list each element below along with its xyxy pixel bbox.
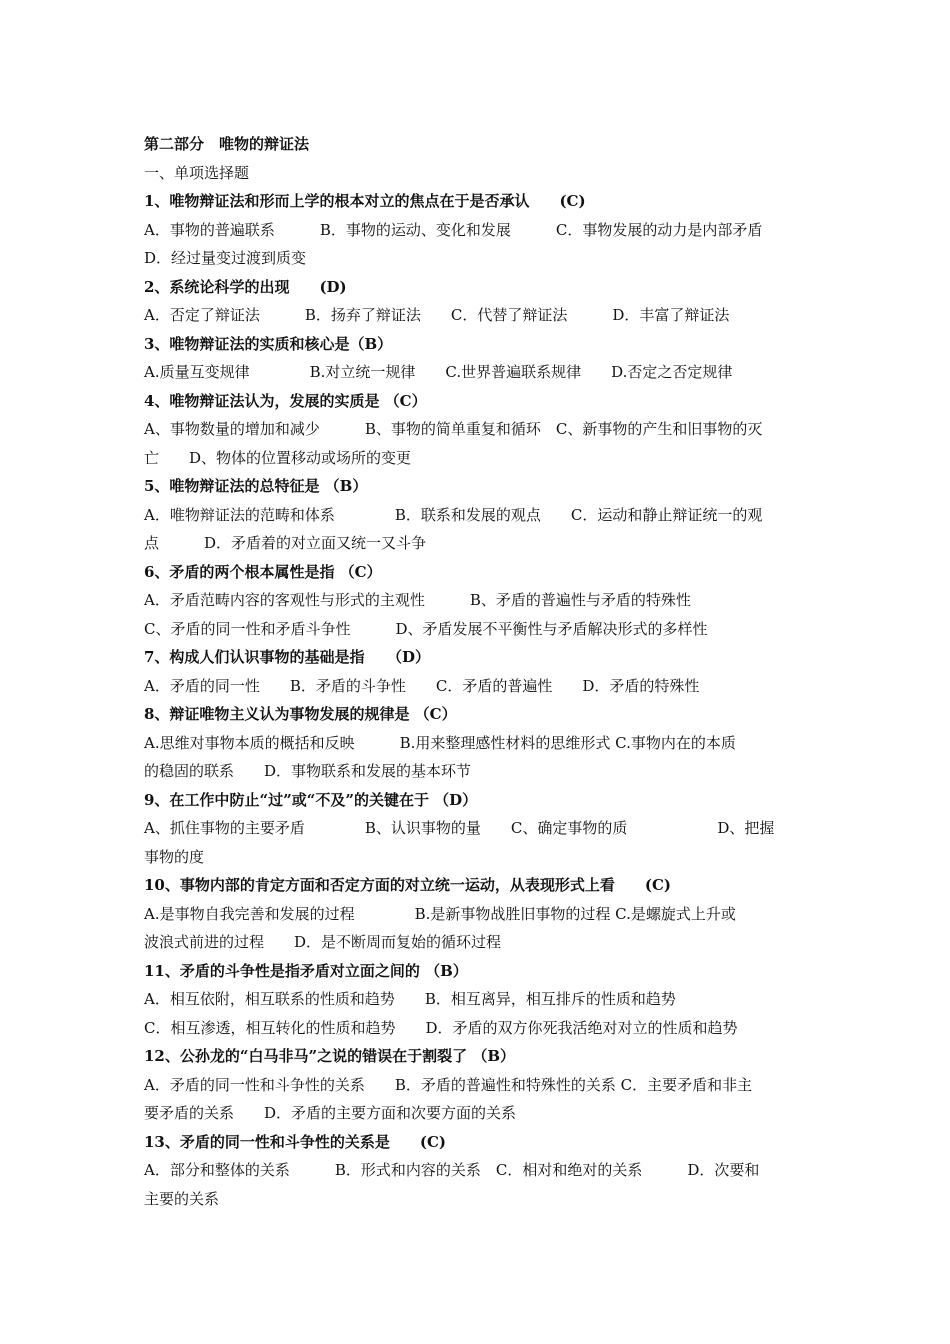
answer-options-line: A．否定了辩证法 B．扬弃了辩证法 C．代替了辩证法 D．丰富了辩证法 <box>144 306 730 324</box>
answer-options-line: 的稳固的联系 D．事物联系和发展的基本环节 <box>144 762 472 780</box>
answer-options-line: A．唯物辩证法的范畴和体系 B．联系和发展的观点 C．运动和静止辩证统一的观 <box>144 505 763 524</box>
answer-options-line: A．矛盾的同一性 B．矛盾的斗争性 C．矛盾的普遍性 D．矛盾的特殊性 <box>144 676 700 695</box>
answer-options-line: A.是事物自我完善和发展的过程 B.是新事物战胜旧事物的过程 C.是螺旋式上升或 <box>144 904 736 923</box>
question-list <box>144 187 808 1213</box>
question-stem: 5、唯物辩证法的总特征是 （B） <box>144 477 368 495</box>
part-title: 第二部分 唯物的辩证法 <box>144 135 310 153</box>
answer-options-line: 亡 D、物体的位置移动或场所的变更 <box>144 448 412 467</box>
answer-options-line: A、事物数量的增加和减少 B、事物的简单重复和循环 C、新事物的产生和旧事物的灭 <box>144 420 763 438</box>
question-stem: 9、在工作中防止“过”或“不及”的关键在于 （D） <box>144 790 478 809</box>
answer-options-line: 事物的度 <box>144 847 205 866</box>
answer-options-line: 点 D．矛盾着的对立面又统一又斗争 <box>144 534 427 552</box>
answer-options-line: A．部分和整体的关系 B．形式和内容的关系 C．相对和绝对的关系 D．次要和 <box>144 1161 760 1179</box>
question-stem: 2、系统论科学的出现 (D) <box>144 277 347 296</box>
section-heading: 一、单项选择题 <box>144 163 250 182</box>
answer-options-line: A.质量互变规律 B.对立统一规律 C.世界普遍联系规律 D.否定之否定规律 <box>144 363 733 381</box>
answer-options-line: 要矛盾的关系 D．矛盾的主要方面和次要方面的关系 <box>144 1104 517 1122</box>
answer-options-line: A、抓住事物的主要矛盾 B、认识事物的量 C、确定事物的质 D、把握 <box>144 819 775 837</box>
question-stem: 6、矛盾的两个根本属性是指 （C） <box>144 562 382 581</box>
answer-options-line: A．事物的普遍联系 B．事物的运动、变化和发展 C．事物发展的动力是内部矛盾 <box>144 220 763 239</box>
answer-options-line: A．矛盾范畴内容的客观性与形式的主观性 B、矛盾的普遍性与矛盾的特殊性 <box>144 591 691 609</box>
answer-options-line: A．矛盾的同一性和斗争性的关系 B．矛盾的普遍性和特殊性的关系 C．主要矛盾和非主 <box>144 1075 753 1094</box>
answer-options-line: C．相互渗透，相互转化的性质和趋势 D．矛盾的双方你死我活绝对对立的性质和趋势 <box>144 1018 738 1037</box>
answer-options-line: 主要的关系 <box>144 1189 220 1208</box>
question-stem: 11、矛盾的斗争性是指矛盾对立面之间的 （B） <box>144 961 468 980</box>
answer-options-line: A.思维对事物本质的概括和反映 B.用来整理感性材料的思维形式 C.事物内在的本质 <box>144 733 736 752</box>
question-stem: 4、唯物辩证法认为，发展的实质是 （C） <box>144 391 427 410</box>
question-stem: 8、辩证唯物主义认为事物发展的规律是 （C） <box>144 705 457 723</box>
question-stem: 3、唯物辩证法的实质和核心是（B） <box>144 334 393 353</box>
answer-options-line: 波浪式前进的过程 D．是不断周而复始的循环过程 <box>144 933 502 951</box>
answer-options-line: A．相互依附，相互联系的性质和趋势 B．相互离异，相互排斥的性质和趋势 <box>144 990 676 1008</box>
question-stem: 13、矛盾的同一性和斗争性的关系是 (C) <box>144 1132 447 1151</box>
document-body <box>144 130 808 1213</box>
question-stem: 7、构成人们认识事物的基础是指 （D） <box>144 648 430 666</box>
answer-options-line: C、矛盾的同一性和矛盾斗争性 D、矛盾发展不平衡性与矛盾解决形式的多样性 <box>144 619 708 638</box>
answer-options-line: D．经过量变过渡到质变 <box>144 249 307 267</box>
question-stem: 10、事物内部的肯定方面和否定方面的对立统一运动，从表现形式上看 (C) <box>144 876 672 894</box>
question-stem: 1、唯物辩证法和形而上学的根本对立的焦点在于是否承认 (C) <box>144 192 586 210</box>
question-stem: 12、公孙龙的“白马非马”之说的错误在于割裂了 （B） <box>144 1047 516 1065</box>
